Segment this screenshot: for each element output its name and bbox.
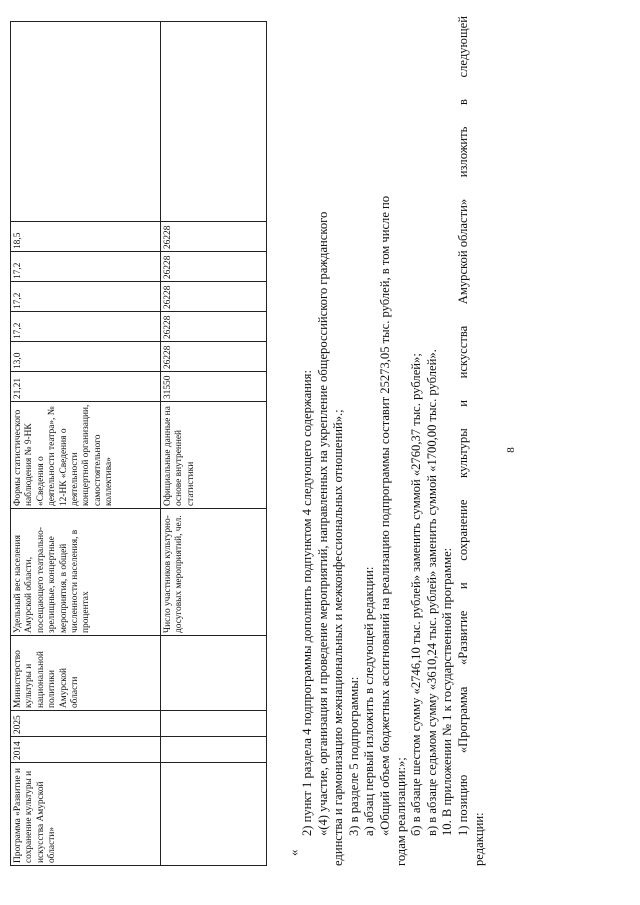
paragraph: 2) пункт 1 раздела 4 подпрограммы дополнить подпунктом 4 следующего содержания: bbox=[300, 370, 314, 836]
program-cell: Программа «Развитие и сохранение культуры и искусства Амурской области» bbox=[11, 763, 161, 866]
program-table bbox=[10, 21, 267, 866]
rotated-page-content bbox=[10, 16, 630, 880]
opening-quote: « bbox=[286, 849, 301, 856]
executor-cell: Министерство культуры и национальной политики Амурской области bbox=[11, 636, 161, 711]
value-cell: 31550 bbox=[161, 372, 267, 402]
paragraph: в) в абзаце седьмом сумму «3610,24 тыс. рублей» заменить суммой «1700,00 тыс. рублей». bbox=[424, 349, 439, 836]
indicator-cell: Удельный вес населения Амурской области, посещающего театрально-зрелищные, концертные мероприятия, в общей численности населения, в процентах bbox=[11, 509, 161, 636]
paragraph: 3) в разделе 5 подпрограммы: bbox=[346, 676, 361, 836]
empty-cell bbox=[161, 22, 267, 222]
value-cell: 26228 bbox=[161, 312, 267, 342]
paragraph: годам реализации:»; bbox=[393, 757, 408, 866]
start-year-cell: 2014 bbox=[11, 737, 161, 763]
item-line: 1) позицию «Программа «Развитие и сохранение культуры и искусства Амурской области» изложить в следующей bbox=[455, 16, 470, 836]
value-cell: 21,21 bbox=[11, 372, 161, 402]
value-cell: 13,0 bbox=[11, 342, 161, 372]
value-cell: 18,5 bbox=[11, 222, 161, 252]
end-year-cell bbox=[161, 711, 267, 737]
paragraph: «(4) участие, организация и проведение мероприятий, направленных на укрепление общероссийского гражданского bbox=[315, 211, 330, 836]
value-cell: 26228 bbox=[161, 252, 267, 282]
value-cell: 26228 bbox=[161, 342, 267, 372]
paragraph: единства и гармонизацию межнациональных и межконфессиональных отношений».; bbox=[331, 409, 346, 866]
paragraph: 10. В приложении № 1 к государственной программе: bbox=[440, 547, 455, 836]
indicator-cell: Число участников культурно-досуговых мероприятий, чел. bbox=[161, 509, 267, 636]
table-row bbox=[161, 22, 267, 866]
value-cell: 17,2 bbox=[11, 282, 161, 312]
paragraph: а) абзац первый изложить в следующей редакции: bbox=[362, 566, 377, 836]
value-cell: 26228 bbox=[161, 222, 267, 252]
end-year-cell: 2025 bbox=[11, 711, 161, 737]
body-text bbox=[300, 16, 487, 866]
paragraph: «Общий объем бюджетных ассигнований на реализацию подпрограммы составит 25273,05 тыс. рублей, в том числе по bbox=[377, 195, 392, 836]
empty-cell bbox=[11, 22, 161, 222]
executor-cell bbox=[161, 636, 267, 711]
source-cell: Формы статистического наблюдения № 9-НК «Сведения о деятельности театра», № 12-НК «Сведения о деятельности концертной организации, самостоятельного коллектива» bbox=[11, 402, 161, 509]
start-year-cell bbox=[161, 737, 267, 763]
page-number: 8 bbox=[505, 447, 517, 453]
paragraph: б) в абзаце шестом сумму «2746,10 тыс. рублей» заменить суммой «2760,37 тыс. рублей»; bbox=[409, 353, 424, 836]
value-cell: 17,2 bbox=[11, 312, 161, 342]
table-row bbox=[11, 22, 161, 866]
program-cell bbox=[161, 763, 267, 866]
value-cell: 26228 bbox=[161, 282, 267, 312]
value-cell: 17,2 bbox=[11, 252, 161, 282]
source-cell: Официальные данные на основе внутренней статистики bbox=[161, 402, 267, 509]
paragraph: редакции: bbox=[471, 812, 486, 866]
